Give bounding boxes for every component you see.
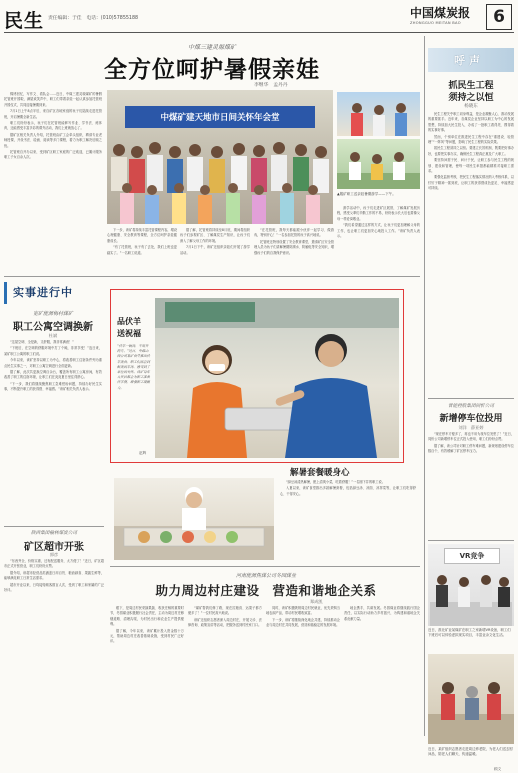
lead-col-3: 据了解，托管班将持续至8月底，期间将组织孩子们参观矿区、了解煤炭生产知识，让孩子们深入了解父母工作的环境。 7月1日下午，该矿还组织亲娃们开展了游学活动。 <box>180 228 250 255</box>
nursing-caption-author: 顾文 <box>494 767 502 771</box>
opinion-title-2: 须持之以恒 <box>448 93 494 103</box>
lead-photo-people <box>107 130 333 224</box>
boxed-quote: “伏羊一碗汤，不用开药方。”近日，中煤山西公司某矿食堂推出伏羊美食，职工们品尝到鲜美的羊汤，感受到了单位的关怀。该矿每年入伏后都会为职工准备伏羊餐，增强职工凝聚力。 <box>117 344 150 390</box>
opinion-title-1: 抓民生工程 <box>448 81 494 91</box>
boxed-story <box>110 289 404 463</box>
editor-info: 责任编辑：于佳 电话：(010)57855188 <box>48 16 139 21</box>
boxed-photo <box>155 298 399 458</box>
opinion-author: 杨晓东 <box>464 104 478 109</box>
parking-byline: 刘洋 薛亚婷 <box>458 425 484 430</box>
boxed-label-1: 品伏羊 <box>117 316 141 326</box>
vr-sign: VR竞争 <box>444 548 500 564</box>
nursing-photo <box>428 654 514 744</box>
lead-caption: ▲服矿职工送亲娃暑期游学——下午。 <box>337 192 396 196</box>
bottom-col-2: “煤矿帮我们修了路，现在拉粮食、运果子都方便多了！”一位村民高兴地说。 该矿还组织志愿者深入周边村庄，开展义诊、法律咨询、政策宣讲等活动，把服务送到村民家门口。 <box>188 606 262 628</box>
lead-article <box>4 36 420 274</box>
heat-body: “绿豆汤清热解暑，配上清爽小菜，吃着舒服！”一名刚下井的职工说。 入夏以来，该矿食堂推出多款解暑套餐，包括绿豆汤、凉面、凉拌菜等，让职工们吃得舒心、干得安心。 <box>280 480 416 496</box>
lead-byline: 李继华 孟丹丹 <box>254 83 288 88</box>
lead-title: 全方位呵护暑假亲娃 <box>104 56 320 83</box>
feature-title: 职工公寓空调换新 <box>13 322 93 333</box>
feature-rule <box>4 526 104 527</box>
feature-byline: 杜斌 <box>48 333 58 338</box>
lead-photo-small-2-figures <box>337 139 420 189</box>
vr-photo-figures <box>428 564 514 626</box>
lead-bottom-rule <box>4 276 420 277</box>
lead-photo-small-1-figures <box>337 92 420 136</box>
boxed-author: 赵辉 <box>139 451 147 455</box>
supermarket-body: “东西齐全，价格实惠，还有配送服务，太方便了！”近日，矿区超市正式开张营业，职工们纷纷点赞。 据介绍，该超市经营品类涵盖日用百货、粮油副食、果蔬生鲜等，能够满足职工日常生活需求。 超市开业以来，日均接待顾客数百人次，受到了职工和家属的广泛好评。 <box>4 559 104 593</box>
sidebar-divider <box>424 36 425 736</box>
masthead <box>0 0 518 34</box>
bottom-col-4: 地企携手，共谋发展。冬园煤业将继续践行国企责任，以实际行动助力乡村振兴，为构建和谐地企关系贡献力量。 <box>344 606 420 621</box>
opinion-banner <box>428 48 514 72</box>
section-name: 民生 <box>4 10 45 32</box>
lead-kicker: 中煤三建灵塬煤矿 <box>187 44 236 51</box>
opinion-label: 呼声 <box>454 54 484 67</box>
parking-title: 新增停车位投用 <box>439 414 503 424</box>
parking-body: “现在停车方便多了，再也不用为找车位发愁了！”近日，同忻公司新增停车位正式投入使用，职工们纷纷点赞。 据了解，该公司针对职工停车难问题，新规划建设停车位数百个，有效缓解了矿区停车压力。 <box>428 432 514 454</box>
supermarket-title: 矿区超市开张 <box>24 542 84 553</box>
bottom-title: 助力周边村庄建设 营造和谐地企关系 <box>155 583 377 598</box>
boxed-photo-scene <box>155 298 399 458</box>
lead-photo-small-1 <box>337 92 420 136</box>
opinion-body: 民生工程关乎职工切身利益，是企业凝聚人心、推动发展的重要抓手。近年来，各煤炭企业坚持以职工为中心的发展思想，持续加大民生投入，办成了一批职工看得见、摸得着的实事好事。 然而，个别单位在推进民生工程中存在“重建设、轻管理”“一阵风”等问题，影响了民生工程的实际效果。 抓民生工程须持之以恒。要建立长效机制，既要把好事办好，也要把实事办实，确保民生工程真正惠及广大职工。 要坚持问需于民、问计于民，让职工参与民生工程的规划、建设和管理，使每一项民生举措都能精准对接职工需求。 要强化监督考核，把民生工程落实情况纳入考核体系，以钉钉子精神一抓到底，让职工的获得感成色更足、幸福感更可持续。 <box>428 112 514 191</box>
paper-pinyin: ZHONGGUO MEITAN BAO <box>410 21 461 25</box>
lead-col-2: 下一步，该矿将持续丰富托管课程内容，增设心理健康、安全教育等课程，全方位呵护亲娃健康成长。 “有了托管班，孩子有了去处，我们上班也更踏实了。”一名职工说道。 <box>107 228 177 255</box>
page-number: 6 <box>493 7 505 27</box>
bottom-rule <box>110 566 420 567</box>
supermarket-article <box>4 530 104 738</box>
bottom-col-1: 眼下，是周边村民采摘果蔬、收获庄稼的重要时节，冬园煤业积极履行社会责任，主动为周边村庄修缮道路、清理沟渠，为村民出行和农业生产提供便利。 据了解，今年以来，该矿累计投入资金数十万元，帮助周边村庄改善基础设施，受到村民广泛好评。 <box>110 606 184 644</box>
sidebar <box>428 36 514 771</box>
bottom-byline: 郑成凯 <box>310 599 323 604</box>
parking-kicker: 晋能控股集团同忻公司 <box>448 404 494 409</box>
feature-badge-text: 实事进行中 <box>13 286 73 299</box>
lead-col-4: “在托管班，我每天都能跟小伙伴一起学习、做游戏，特别开心！”一名参加托管的孩子高兴地说。 托管班还特别设置了安全教育课堂，邀请矿区安全管理人员为孩子们讲解暑期防溺水、防触电等安全知识，增强孩子们的自我保护意识。 <box>254 228 334 255</box>
heat-photo-scene <box>114 478 274 560</box>
feature-badge <box>4 282 105 304</box>
heat-photo <box>114 478 274 560</box>
lead-col-5: 游学活动中，孩子们走进矿区展馆，了解煤矿发展历程，感受父辈们辛勤工作的不易，纷纷表示长大后也要像父母一样爱岗敬业。 “我们希望通过这样的方式，让孩子们更加理解父母的工作，也让职工们更加安心地投入工作。”该矿负责人表示。 <box>337 206 420 239</box>
heat-article <box>110 466 420 562</box>
feature-kicker: 宽矿能源梅村煤矿 <box>32 311 73 317</box>
nursing-caption: 近日，某矿组织志愿者走进周边养老院，为老人们送去慰问品，陪老人们聊天，传递温暖。 <box>428 747 513 756</box>
heat-headline: 解暑套餐暖身心 <box>290 468 350 478</box>
sidebar-rule-2 <box>428 540 514 541</box>
lead-col-1: 锦绣回忆，写作文、看队会……近日，中煤三建灵塬煤矿的暑假托管班开园啦，满屋欢笑声中，职工们带着亲娃一起认真参加托管班开园仪式，共同迎接暑期到来。 7月1日上午8点半后，来自矿区各地家庭的孩子们陆续走进托管班，开启暑期全新生活。 职工们纷纷表示，孩子们在托管班能够写作业、学书法、练体育，还能感受丰富多彩的课外活动，我们上班就放心了。 据矿区相关负责人介绍，托管班由矿工会牵头组织，聘请专业老师授课，开设书法、绘画、阅读等多门课程，着力为职工解决后顾之忧。 托管班自开办以来，受到矿区职工家庭的广泛欢迎，已累计服务职工子女百余人次。 <box>4 92 102 160</box>
bottom-kicker: 河南能源焦煤公司冬园煤业 <box>235 573 296 579</box>
feature-body: “这屋空调、全是新，又舒服，我非常满意！” “下班后，在空调的舒服坏境中打了个盹，非常享受！”连日来，某矿职工公寓的职工们说。 今年以来，该矿坚持以职工为中心，将改善职工住宿条件列为重点民生实事之一，对职工公寓空调进行全面更新。 据了解，此次共更换空调百余台，覆盖所有职工公寓房间，有效改善了职工的住宿环境，让职工们在炎炎夏日里住得舒心。 “下一步，我们将继续聚焦职工急难愁盼问题，持续办好民生实事，不断提升职工的获得感、幸福感。”该矿相关负责人表示。 <box>4 340 102 392</box>
vr-caption: 近日，淮北矿业某煤矿在职工之家新增VR设备，职工们下班后可以体验虚拟现实项目，丰富业余文化生活。 <box>428 628 511 637</box>
lead-photo-small-2 <box>337 139 420 189</box>
page-number-box <box>486 4 512 30</box>
vr-photo <box>428 544 514 626</box>
supermarket-byline: 郭彦 <box>49 552 59 557</box>
supermarket-kicker: 陕西集团榆林煤炭公司 <box>31 531 77 536</box>
lead-photo <box>107 90 333 224</box>
paper-name: 中国煤炭报 <box>410 6 471 20</box>
boxed-label-2: 送祝福 <box>117 328 141 338</box>
lead-photo-banner: 中煤矿建天地市日间关怀年会堂 <box>125 106 315 128</box>
sidebar-rule-1 <box>428 398 514 399</box>
masthead-rule <box>4 32 514 33</box>
bottom-article <box>110 570 422 738</box>
nursing-photo-figures <box>428 654 514 744</box>
bottom-col-3: 同时，该矿积极吸纳周边村民就业，优先采购当地农副产品，带动村民增收致富。 下一步，该矿将继续深化地企共建，持续推动企业与周边村庄共同发展，营造和谐稳定的发展环境。 <box>266 606 340 628</box>
